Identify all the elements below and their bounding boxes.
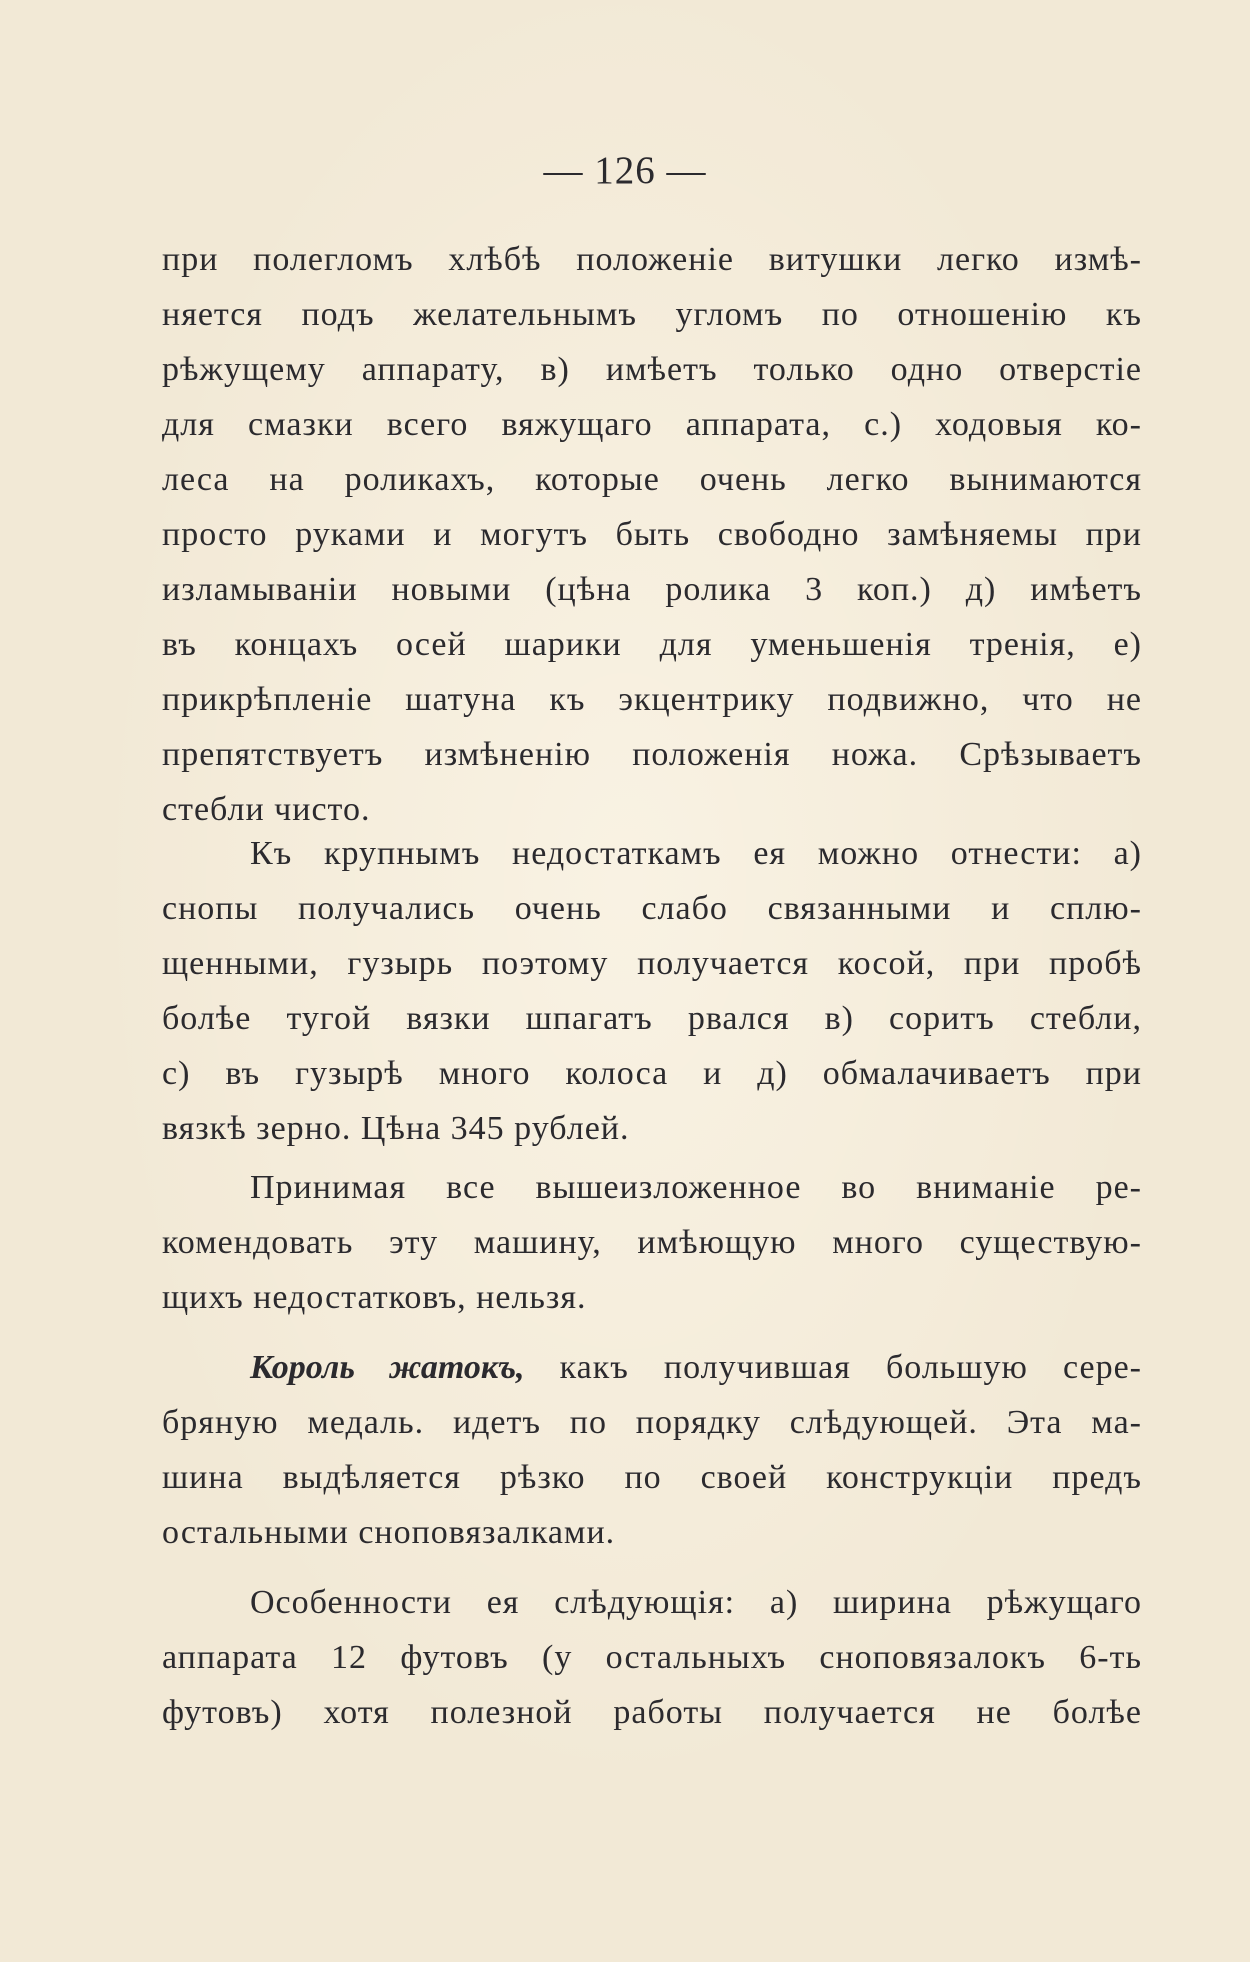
text-line: снопы получались очень слабо связанными и сплю- xyxy=(162,890,1142,927)
paragraph-major-defects xyxy=(162,826,1142,1156)
text-line: просто руками и могутъ быть свободно замѣняемы при xyxy=(162,516,1142,553)
text-line: щенными, гузырь поэтому получается косой, при пробѣ xyxy=(162,945,1142,982)
text-line: вязкѣ зерно. Цѣна 345 рублей. xyxy=(162,1110,630,1147)
machine-name: Король жатокъ, xyxy=(250,1349,525,1386)
text-line: остальными сноповязалками. xyxy=(162,1514,616,1551)
text-line: футовъ) хотя полезной работы получается не болѣе xyxy=(162,1694,1142,1731)
text-line: бряную медаль. идетъ по порядку слѣдующей. Эта ма- xyxy=(162,1404,1142,1441)
text-line: Къ крупнымъ недостаткамъ ея можно отнести: а) xyxy=(250,835,1142,872)
text-line: болѣе тугой вязки шпагатъ рвался в) соритъ стебли, xyxy=(162,1000,1142,1037)
text-line: для смазки всего вяжущаго аппарата, с.) ходовыя ко- xyxy=(162,406,1142,443)
text-line: рѣжущему аппарату, в) имѣетъ только одно отверстіе xyxy=(162,351,1142,388)
text-line: шина выдѣляется рѣзко по своей конструкціи предъ xyxy=(162,1459,1142,1496)
paragraph-roller-features xyxy=(162,232,1142,837)
page-number: — 126 — xyxy=(543,149,707,192)
paragraph-korol-zhatok xyxy=(162,1340,1142,1560)
text-fragment: какъ получившая большую сере- xyxy=(524,1349,1142,1386)
text-line: комендовать эту машину, имѣющую много существую- xyxy=(162,1224,1142,1261)
text-line: с) въ гузырѣ много колоса и д) обмалачиваетъ при xyxy=(162,1055,1142,1092)
paragraph-conclusion xyxy=(162,1160,1142,1325)
text-line: прикрѣпленіе шатуна къ экцентрику подвижно, что не xyxy=(162,681,1142,718)
text-line: въ концахъ осей шарики для уменьшенія тренія, е) xyxy=(162,626,1142,663)
text-line: при полегломъ хлѣбѣ положеніе витушки легко измѣ- xyxy=(162,241,1142,278)
text-line: щихъ недостатковъ, нельзя. xyxy=(162,1279,587,1316)
text-line: изламываніи новыми (цѣна ролика 3 коп.) д) имѣетъ xyxy=(162,571,1142,608)
text-line: леса на роликахъ, которые очень легко вынимаются xyxy=(162,461,1142,498)
text-line: препятствуетъ измѣненію положенія ножа. Срѣзываетъ xyxy=(162,736,1142,773)
text-line xyxy=(162,1340,1142,1395)
text-line: Принимая все вышеизложенное во вниманіе ре- xyxy=(250,1169,1142,1206)
text-line: Особенности ея слѣдующія: а) ширина рѣжущаго xyxy=(250,1584,1142,1621)
text-line: аппарата 12 футовъ (у остальныхъ сноповязалокъ 6-ть xyxy=(162,1639,1142,1676)
paragraph-features xyxy=(162,1575,1142,1740)
text-line: няется подъ желательнымъ угломъ по отношенію къ xyxy=(162,296,1142,333)
text-line: стебли чисто. xyxy=(162,791,371,828)
